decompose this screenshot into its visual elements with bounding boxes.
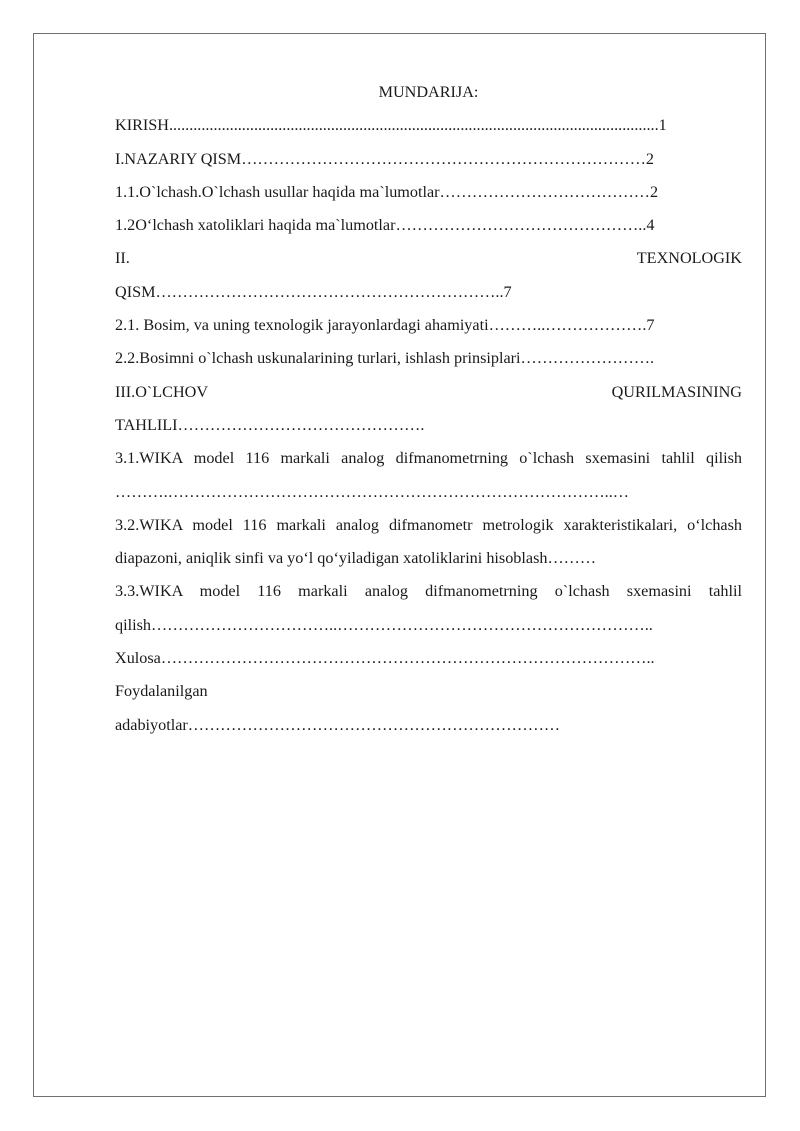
toc-entry-1-1: 1.1.O`lchash.O`lchash usullar haqida ma`lumotlar…………………………………2 bbox=[115, 182, 659, 201]
table-of-contents bbox=[115, 76, 742, 742]
toc-entry-texnologik-number: II. bbox=[115, 249, 130, 268]
toc-title: MUNDARIJA: bbox=[378, 83, 479, 101]
toc-entry-3-3: 3.3.WIKA model 116 markali analog difmanometrning o`lchash sxemasini tahlil qilish……………………………..………………………………………………….. bbox=[115, 582, 742, 634]
toc-entry-texnologik-heading: TEXNOLOGIK bbox=[636, 249, 742, 268]
toc-list bbox=[115, 109, 742, 742]
toc-entry-olchov-number: III.O`LCHOV bbox=[115, 382, 209, 401]
toc-entry-2-1: 2.1. Bosim, va uning texnologik jarayonlardagi ahamiyati………..……………….7 bbox=[115, 316, 655, 335]
toc-entry-2-2: 2.2.Bosimni o`lchash uskunalarining turlari, ishlash prinsiplari……………………. bbox=[115, 349, 655, 368]
toc-entry-nazariy-qism: I.NAZARIY QISM…………………………………………………………………2 bbox=[115, 149, 654, 168]
toc-entry-tahlili: TAHLILI………………………………………. bbox=[115, 415, 425, 434]
toc-entry-kirish: KIRISH.........................................................................................................................1 bbox=[115, 116, 667, 135]
toc-entry-olchov-heading: QURILMASINING bbox=[611, 382, 742, 401]
toc-entry-3-1: 3.1.WIKA model 116 markali analog difmanometrning o`lchash sxemasini tahlil qilish ……….………………………………………………………………………..… bbox=[115, 449, 742, 501]
toc-entry-xulosa: Xulosa……………………………………………………………………………….. bbox=[115, 649, 655, 668]
toc-entry-texnologik bbox=[115, 242, 742, 275]
toc-entry-foydalanilgan: Foydalanilgan bbox=[115, 682, 208, 701]
toc-entry-adabiyotlar: adabiyotlar…………………………………………………………… bbox=[115, 715, 561, 734]
toc-entry-1-2: 1.2O‘lchash xatoliklari haqida ma`lumotlar………………………………………..4 bbox=[115, 216, 655, 235]
toc-entry-texnologik-qism: QISM………………………………………………………..7 bbox=[115, 282, 512, 301]
toc-entry-olchov bbox=[115, 376, 742, 409]
toc-entry-3-2: 3.2.WIKA model 116 markali analog difmanometr metrologik xarakteristikalari, o‘lchash diapazoni, aniqlik sinfi va yo‘l qo‘yiladigan xatoliklarini hisoblash……… bbox=[115, 515, 742, 568]
